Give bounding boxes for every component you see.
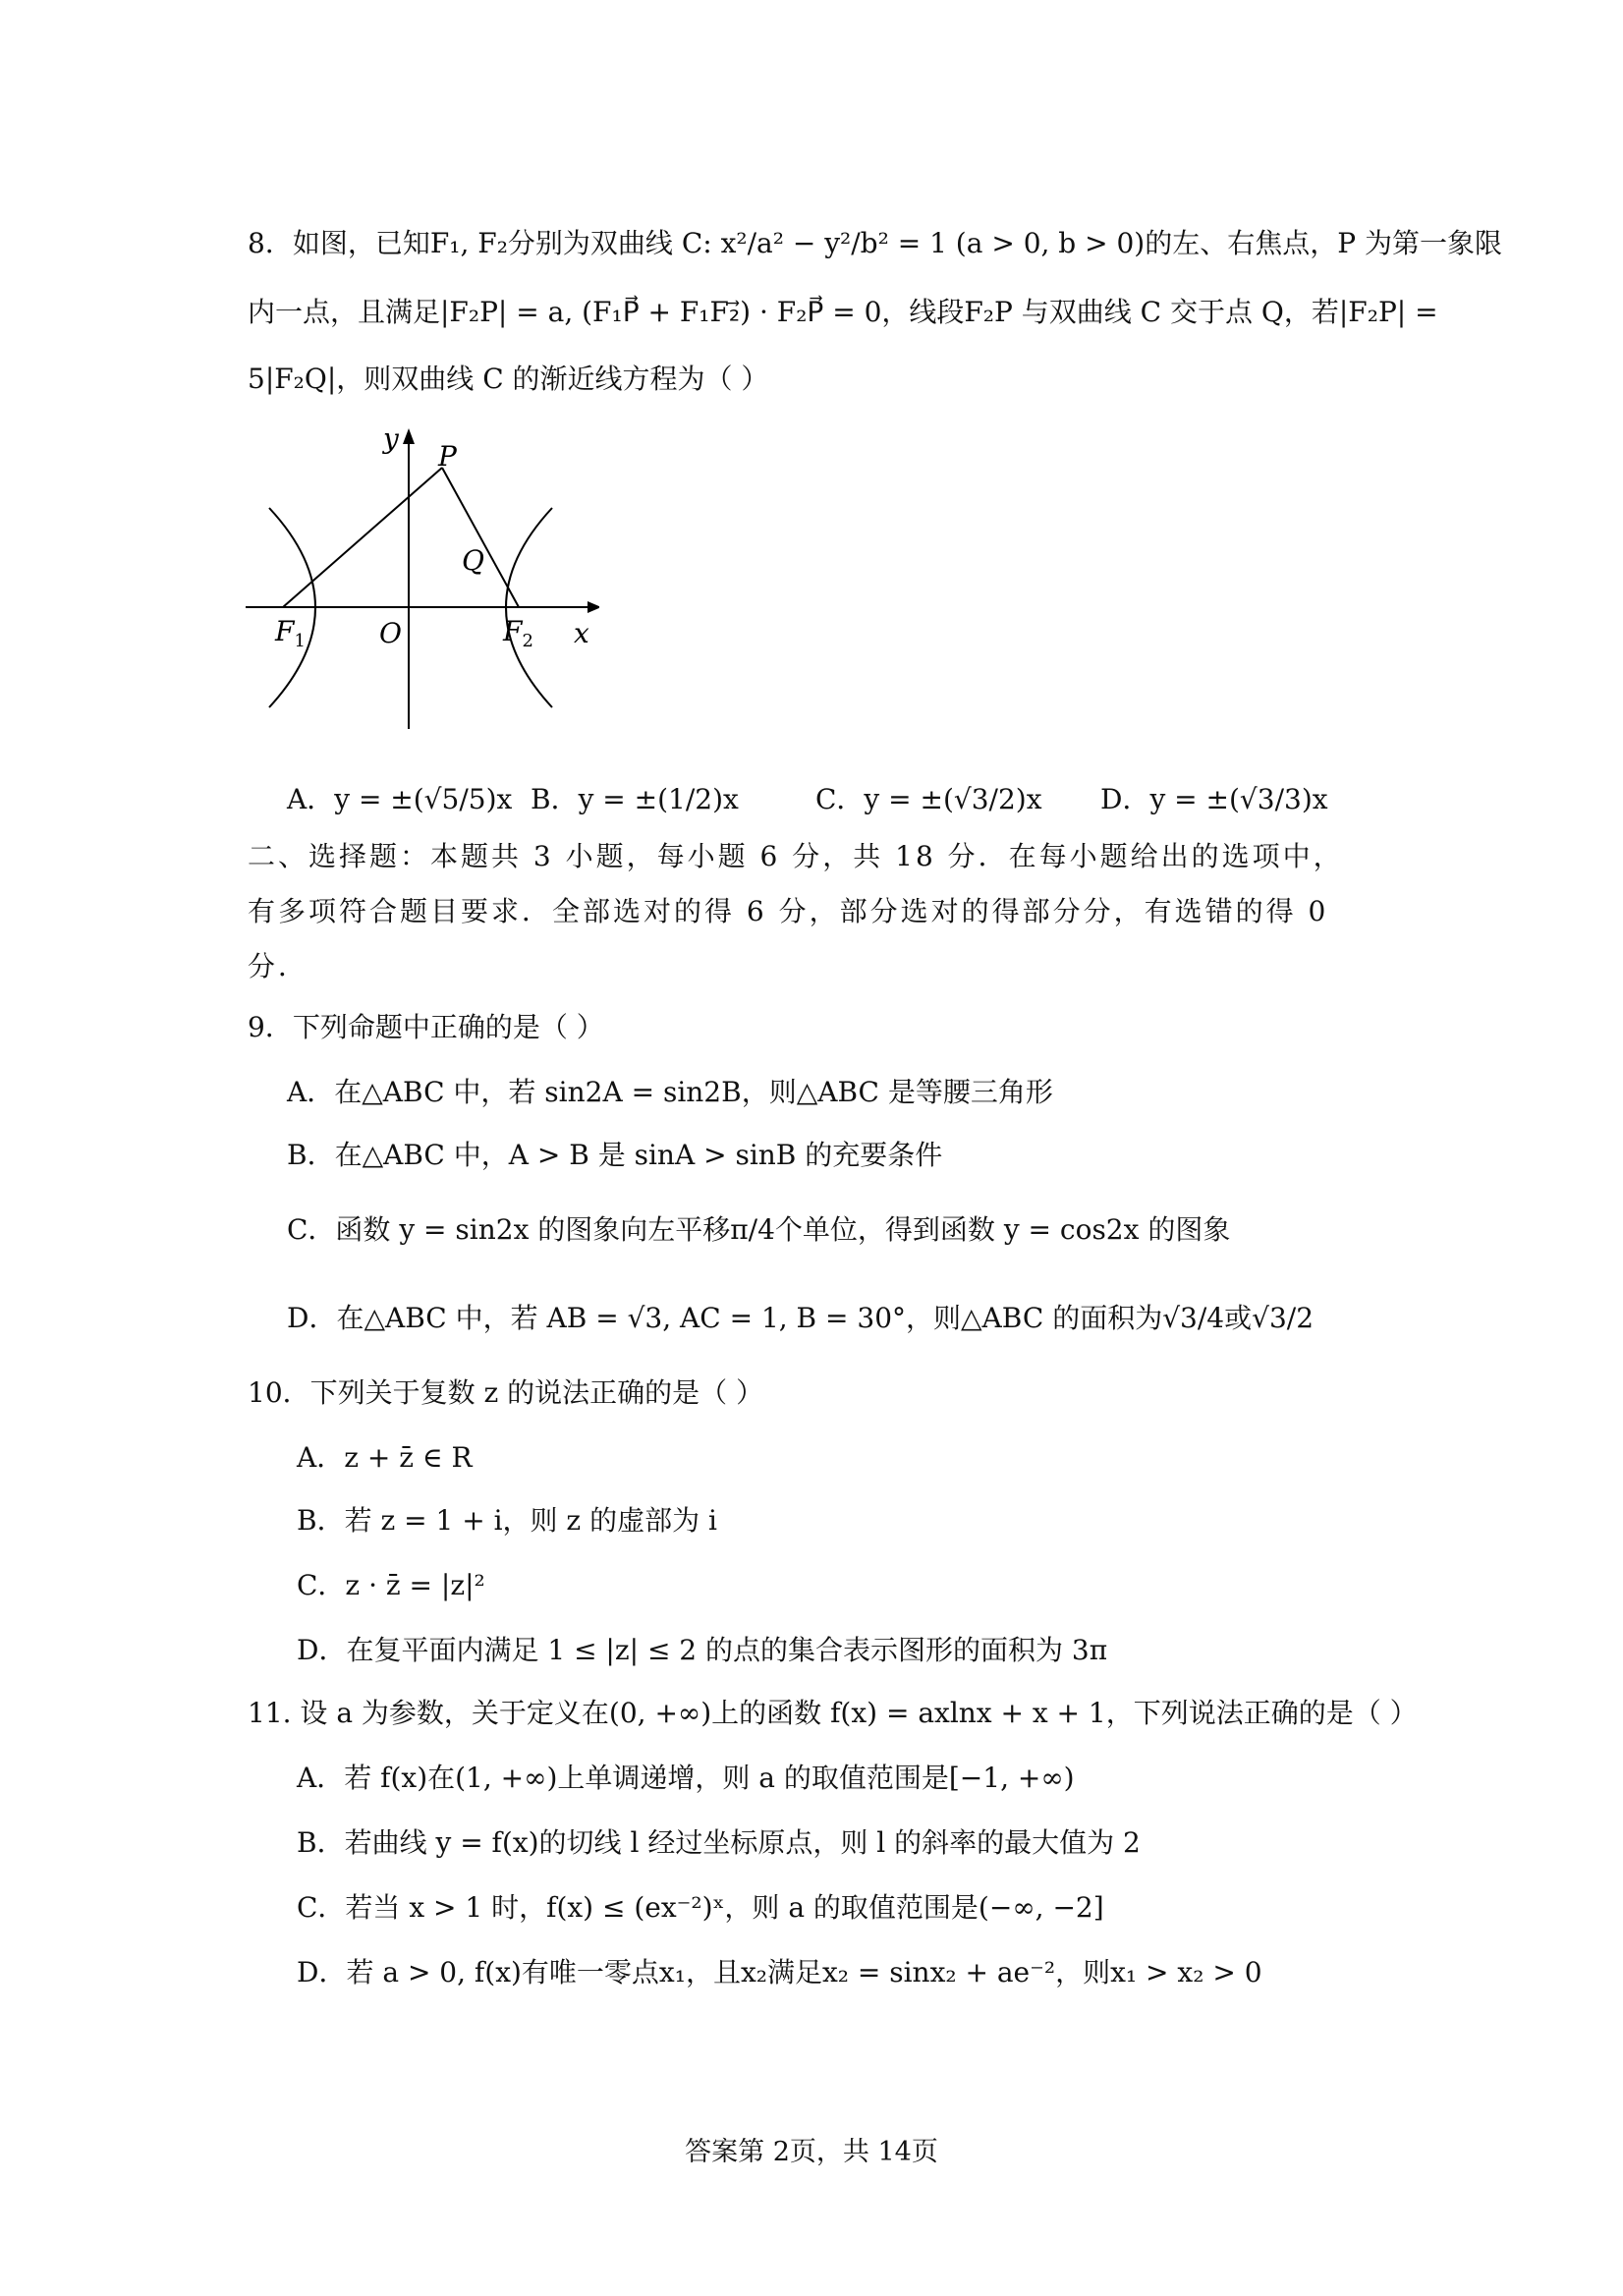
segment-pf2 xyxy=(442,468,519,607)
q8-line3: 5|F₂Q|，则双曲线 C 的渐近线方程为（ ） xyxy=(248,363,769,395)
segment-f1p xyxy=(283,468,442,607)
q10-stem: 10．下列关于复数 z 的说法正确的是（ ） xyxy=(248,1376,764,1409)
q10-option-b: B．若 z = 1 + i，则 z 的虚部为 i xyxy=(297,1504,717,1537)
q8-line1: 8．如图，已知F₁, F₂分别为双曲线 C: x²/a² − y²/b² = 1 (a > 0, b > 0)的左、右焦点，P 为第一象限 xyxy=(248,227,1502,259)
x-label: x xyxy=(574,617,589,649)
q9-option-a: A．在△ABC 中，若 sin2A = sin2B，则△ABC 是等腰三角形 xyxy=(287,1076,1053,1108)
p-label: P xyxy=(438,440,457,473)
y-axis-arrow xyxy=(403,428,415,444)
q8-option-a: A．y = ±(√5/5)x xyxy=(287,783,513,815)
q-label: Q xyxy=(462,544,484,577)
q11-option-b: B．若曲线 y = f(x)的切线 l 经过坐标原点，则 l 的斜率的最大值为 2 xyxy=(297,1826,1141,1859)
section2-line3: 分． xyxy=(248,950,309,982)
o-label: O xyxy=(379,617,402,649)
q8-option-b: B．y = ±(1/2)x xyxy=(531,783,739,815)
q11-stem: 11. 设 a 为参数，关于定义在(0, +∞)上的函数 f(x) = axlnx + x + 1，下列说法正确的是（ ） xyxy=(248,1697,1418,1729)
q8-options xyxy=(287,778,1368,817)
q9-option-c: C．函数 y = sin2x 的图象向左平移π/4个单位，得到函数 y = cos2x 的图象 xyxy=(287,1213,1231,1246)
q10-option-a: A．z + z̄ ∈ R xyxy=(297,1441,473,1474)
y-label: y xyxy=(383,424,399,455)
q11-option-d: D．若 a > 0, f(x)有唯一零点x₁，且x₂满足x₂ = sinx₂ + ae⁻²，则x₁ > x₂ > 0 xyxy=(297,1956,1262,1988)
q10-option-d: D．在复平面内满足 1 ≤ |z| ≤ 2 的点的集合表示图形的面积为 3π xyxy=(297,1634,1108,1666)
x-axis-arrow xyxy=(588,601,599,613)
section2-line2: 有多项符合题目要求．全部选对的得 6 分，部分选对的得部分分，有选错的得 0 xyxy=(248,895,1329,927)
q9-option-d: D．在△ABC 中，若 AB = √3, AC = 1, B = 30°，则△ABC 的面积为√3/4或√3/2 xyxy=(287,1302,1315,1334)
f2-label: $F_2$ xyxy=(503,615,533,651)
section2-line1: 二、选择题：本题共 3 小题，每小题 6 分，共 18 分．在每小题给出的选项中， xyxy=(248,840,1344,872)
q10-option-c: C．z · z̄ = |z|² xyxy=(297,1569,485,1601)
q8-option-d: D．y = ±(√3/3)x xyxy=(1100,783,1328,815)
q11-option-c: C．若当 x > 1 时，f(x) ≤ (ex⁻²)ˣ，则 a 的取值范围是(−∞, −2] xyxy=(297,1891,1104,1924)
q8-option-c: C．y = ±(√3/2)x xyxy=(815,783,1042,815)
q11-option-a: A．若 f(x)在(1, +∞)上单调递增，则 a 的取值范围是[−1, +∞) xyxy=(297,1762,1075,1794)
q9-stem: 9．下列命题中正确的是（ ） xyxy=(248,1011,604,1043)
f1-label: $F_1$ xyxy=(275,615,306,651)
page-footer: 答案第 2页，共 14页 xyxy=(685,2137,938,2167)
q8-line2: 内一点，且满足|F₂P| = a, (F₁P⃗ + F₁F₂⃗) · F₂P⃗ = 0，线段F₂P 与双曲线 C 交于点 Q，若|F₂P| = xyxy=(248,296,1438,328)
q9-option-b: B．在△ABC 中，A > B 是 sinA > sinB 的充要条件 xyxy=(287,1139,943,1171)
hyperbola-figure xyxy=(246,424,599,729)
